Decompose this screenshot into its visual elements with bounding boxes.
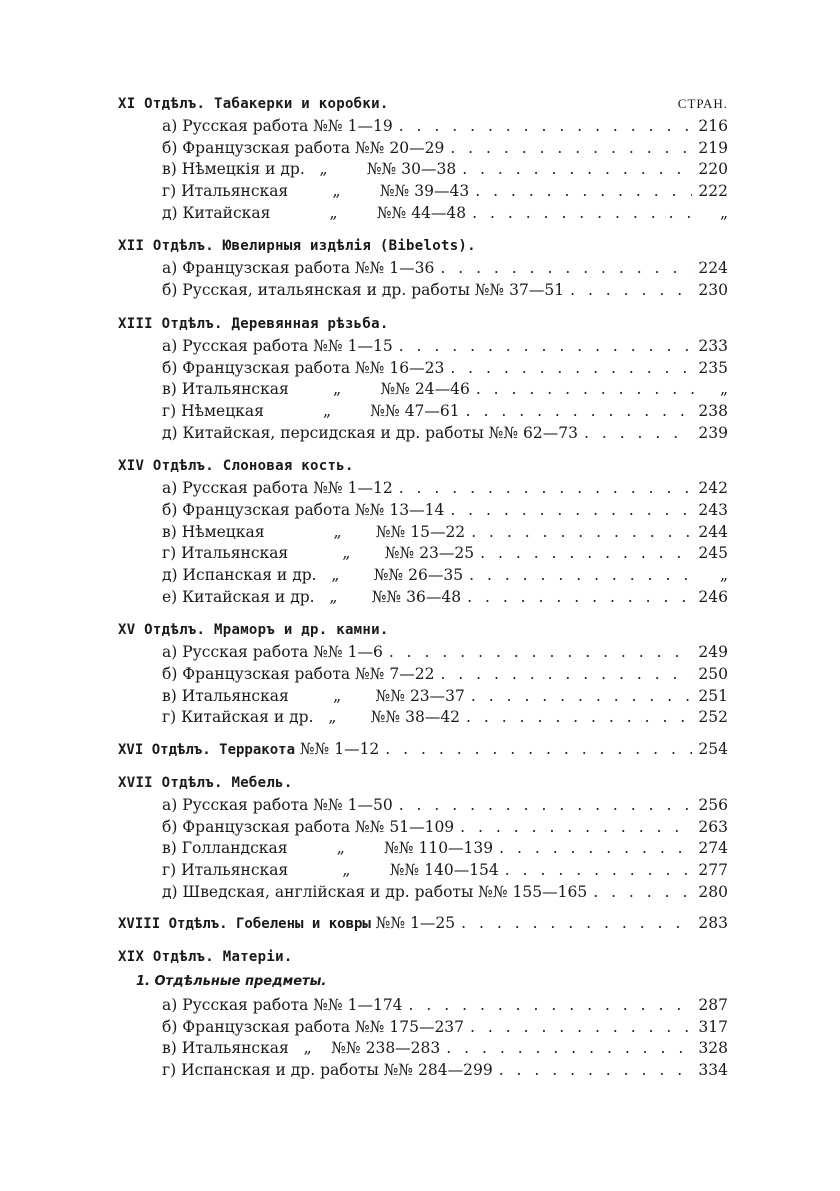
toc-entry <box>118 258 728 280</box>
dot-leader <box>385 739 692 761</box>
entry-label: а) Французская работа №№ 1—36 <box>162 259 435 278</box>
page-number: 249 <box>698 643 728 662</box>
page-number: 230 <box>698 281 728 300</box>
section-heading <box>118 618 728 642</box>
dot-leader <box>399 795 693 817</box>
page-number: 220 <box>698 160 728 179</box>
entry-label: а) Русская работа №№ 1—15 <box>162 336 393 355</box>
section-heading <box>118 92 728 116</box>
toc-entry <box>118 642 728 664</box>
entry-label: д) Испанская и др. „ №№ 26—35 <box>162 566 464 584</box>
toc-entry <box>118 707 728 729</box>
page-number: 219 <box>698 138 728 157</box>
section-title: XIV Отдѣлъ. Слоновая кость. <box>118 458 354 475</box>
section-spacer <box>118 903 728 913</box>
toc-entry <box>118 587 728 609</box>
dot-leader <box>467 587 692 609</box>
section-spacer <box>118 729 728 739</box>
section-heading <box>118 312 728 336</box>
entry-label: б) Французская работа №№ 51—109 <box>162 817 455 836</box>
entry-label: г) Итальянская „ №№ 39—43 <box>162 182 470 201</box>
toc-entry <box>118 838 728 860</box>
table-of-contents <box>118 92 728 1082</box>
page-number: 334 <box>698 1061 728 1079</box>
page-number: 274 <box>698 839 728 858</box>
entry-label: а) Русская работа №№ 1—6 <box>162 643 383 662</box>
page-number: 254 <box>698 740 728 759</box>
page-number: 216 <box>698 117 728 135</box>
toc-entry <box>118 1017 728 1039</box>
dot-leader <box>584 423 692 445</box>
dot-leader <box>593 882 692 904</box>
section-title: XI Отдѣлъ. Табакерки и коробки. <box>118 96 389 112</box>
entry-label: е) Китайская и др. „ №№ 36—48 <box>162 587 462 606</box>
entry-label: д) Китайская, персидская и др. работы №№ 62—73 <box>162 423 578 442</box>
section-heading <box>118 945 728 969</box>
toc-entry <box>118 500 728 522</box>
section-heading: XVIII Отдѣлъ. Гобелены и ковры <box>118 916 371 933</box>
section-spacer <box>118 224 728 234</box>
section-spacer <box>118 761 728 771</box>
dot-leader <box>466 401 693 423</box>
section-spacer <box>118 444 728 454</box>
dot-leader <box>499 838 692 860</box>
dot-leader <box>446 1038 692 1060</box>
dot-leader <box>469 565 694 587</box>
dot-leader <box>475 181 692 203</box>
toc-entry <box>118 116 728 138</box>
page-number: 243 <box>698 500 728 519</box>
dot-leader <box>399 478 693 500</box>
dot-leader <box>480 543 692 565</box>
page-number: 238 <box>698 401 728 420</box>
section-title: XII Отдѣлъ. Ювелирныя издѣлія (Bibelots). <box>118 238 476 255</box>
page-column-label: СТРАН. <box>677 96 728 111</box>
dot-leader <box>450 500 692 522</box>
toc-entry <box>118 336 728 358</box>
toc-entry <box>118 379 728 401</box>
page-number: 235 <box>698 358 728 377</box>
entry-label: а) Русская работа №№ 1—12 <box>162 479 393 498</box>
toc-entry <box>118 664 728 686</box>
dot-leader <box>476 379 694 401</box>
toc-entry <box>118 543 728 565</box>
entry-label: в) Итальянская „ №№ 23—37 <box>162 686 465 705</box>
toc-entry <box>118 817 728 839</box>
page-number: 224 <box>698 259 728 278</box>
entry-label: д) Китайская „ №№ 44—48 <box>162 203 467 222</box>
toc-entry <box>118 882 728 904</box>
page-number: 242 <box>698 479 728 498</box>
entry-label: б) Французская работа №№ 16—23 <box>162 358 445 377</box>
page-number: 244 <box>698 522 728 541</box>
section-spacer <box>118 608 728 618</box>
toc-entry <box>118 280 728 302</box>
page-number: 317 <box>698 1017 728 1036</box>
toc-entry <box>118 478 728 500</box>
page-number: 283 <box>698 914 728 933</box>
dot-leader <box>471 686 693 708</box>
toc-entry <box>118 181 728 203</box>
toc-entry <box>118 159 728 181</box>
page-number: „ <box>719 203 728 222</box>
entry-label: а) Русская работа №№ 1—174 <box>162 995 403 1014</box>
page-number: 280 <box>698 882 728 901</box>
dot-leader <box>461 913 692 935</box>
page-number: „ <box>719 566 728 584</box>
toc-entry <box>118 686 728 708</box>
entry-label: в) Голландская „ №№ 110—139 <box>162 839 494 858</box>
page-number: 287 <box>698 995 728 1014</box>
entry-label: б) Французская работа №№ 175—237 <box>162 1017 465 1036</box>
toc-entry <box>118 203 728 225</box>
section-heading <box>118 454 728 478</box>
page-number: 246 <box>698 587 728 606</box>
entry-label: а) Русская работа №№ 1—50 <box>162 795 393 814</box>
page-number: 277 <box>698 860 728 879</box>
entry-label: б) Французская работа №№ 20—29 <box>162 138 445 157</box>
entry-label: г) Испанская и др. работы №№ 284—299 <box>162 1061 493 1079</box>
page-number: 252 <box>698 708 728 727</box>
item-range: №№ 1—25 <box>370 914 456 933</box>
section-spacer <box>118 935 728 945</box>
page-number: „ <box>719 380 728 399</box>
entry-label: в) Итальянская „ №№ 238—283 <box>162 1039 441 1058</box>
toc-entry <box>118 423 728 445</box>
section-title: XIX Отдѣлъ. Матеріи. <box>118 948 293 965</box>
dot-leader <box>399 336 693 358</box>
dot-leader <box>389 642 693 664</box>
page-number: 239 <box>698 423 728 442</box>
section-heading: XVI Отдѣлъ. Терракота <box>118 742 296 759</box>
toc-entry <box>118 358 728 380</box>
entry-label: в) Нѣмецкія и др. „ №№ 30—38 <box>162 160 457 179</box>
dot-leader <box>440 258 692 280</box>
page-number: 245 <box>698 544 728 563</box>
section-title: XIII Отдѣлъ. Деревянная рѣзьба. <box>118 315 389 332</box>
page-number: 222 <box>698 182 728 201</box>
dot-leader <box>570 280 692 302</box>
item-range: №№ 1—12 <box>295 740 380 759</box>
section-title: XV Отдѣлъ. Мраморъ и др. камни. <box>118 622 389 639</box>
dot-leader <box>466 707 692 729</box>
dot-leader <box>440 664 692 686</box>
toc-entry <box>118 995 728 1017</box>
entry-label: г) Итальянская „ №№ 23—25 <box>162 544 475 563</box>
dot-leader <box>399 116 693 138</box>
page-number: 251 <box>698 686 728 705</box>
page-number: 256 <box>698 795 728 814</box>
entry-label: д) Шведская, англійская и др. работы №№ 155—165 <box>162 882 588 901</box>
section-entry <box>118 913 728 935</box>
dot-leader <box>471 522 692 544</box>
section-heading <box>118 234 728 258</box>
dot-leader <box>472 203 694 225</box>
page-number: 328 <box>698 1039 728 1058</box>
toc-entry <box>118 795 728 817</box>
entry-label: в) Итальянская „ №№ 24—46 <box>162 380 470 399</box>
entry-label: г) Китайская и др. „ №№ 38—42 <box>162 708 461 727</box>
entry-label: а) Русская работа №№ 1—19 <box>162 117 393 135</box>
toc-entry <box>118 1060 728 1082</box>
dot-leader <box>499 1060 693 1082</box>
dot-leader <box>505 860 693 882</box>
entry-label: г) Итальянская „ №№ 140—154 <box>162 860 499 879</box>
dot-leader <box>450 358 692 380</box>
entry-label: в) Нѣмецкая „ №№ 15—22 <box>162 522 466 541</box>
dot-leader <box>450 138 692 160</box>
section-title: XVII Отдѣлъ. Мебель. <box>118 774 293 791</box>
dot-leader <box>460 817 692 839</box>
toc-entry <box>118 1038 728 1060</box>
toc-entry <box>118 401 728 423</box>
section-spacer <box>118 302 728 312</box>
toc-entry <box>118 138 728 160</box>
entry-label: б) Русская, итальянская и др. работы №№ 37—51 <box>162 281 565 300</box>
section-heading <box>118 771 728 795</box>
subsection-heading: 1. Отдѣльные предметы. <box>136 973 327 989</box>
entry-label: б) Французская работа №№ 7—22 <box>162 665 435 684</box>
section-entry <box>118 739 728 761</box>
entry-label: б) Французская работа №№ 13—14 <box>162 500 445 519</box>
toc-entry <box>118 522 728 544</box>
entry-label: г) Нѣмецкая „ №№ 47—61 <box>162 401 460 420</box>
page-number: 250 <box>698 665 728 684</box>
page-number: 263 <box>698 817 728 836</box>
dot-leader <box>470 1017 692 1039</box>
dot-leader <box>462 159 692 181</box>
page-number: 233 <box>698 336 728 355</box>
toc-entry <box>118 860 728 882</box>
toc-entry <box>118 565 728 587</box>
dot-leader <box>409 995 693 1017</box>
